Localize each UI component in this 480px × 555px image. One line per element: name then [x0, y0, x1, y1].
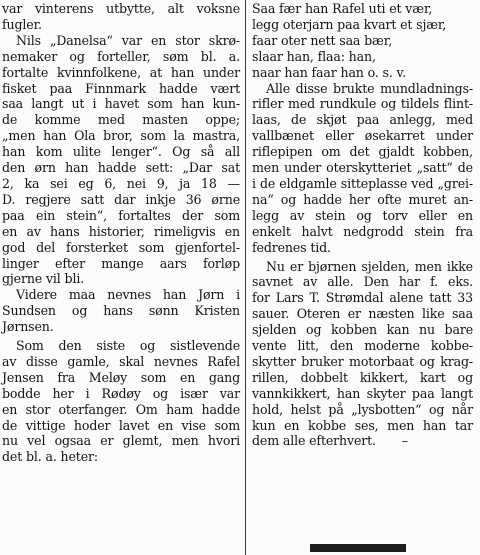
text-line: rillen, dobbelt kikkert, kart og [252, 369, 473, 385]
text-line: fortalte kvinnfolkene, at han under [2, 64, 240, 80]
text-line: D. regjere satt dar inkje 36 ørne [2, 191, 240, 207]
text-line: rifler med rundkule og tildels flint- [252, 96, 473, 112]
paragraph-start-line: Som den siste og sistlevende [16, 338, 240, 354]
text-line: men under oterskytteriet „satt“ de [252, 160, 473, 176]
text-line: gjerne vil bli. [2, 271, 85, 287]
text-line: skytter bruker motorbaat og krag- [252, 353, 473, 369]
paragraph-start-line: Alle disse brukte mundladnings- [266, 80, 473, 96]
text-line: Sundsen og hans sønn Kristen [2, 303, 240, 319]
text-line: sjelden og kobben kan nu bare [252, 322, 473, 338]
text-line: saa langt ut i havet som han kun- [2, 96, 240, 112]
text-line: riflepipen om det gjaldt kobben, [252, 144, 473, 160]
text-line: vannkikkert, han skyter paa langt [252, 385, 473, 401]
column-divider [245, 0, 246, 555]
text-line: Jensen fra Meløy som en gang [2, 369, 240, 385]
text-line: var vinterens utbytte, alt voksne [2, 1, 240, 16]
paragraph-start-line: Videre maa nevnes han Jørn i [16, 287, 240, 303]
text-line: de komme med masten oppe; [2, 112, 240, 128]
text-line: „men han Ola bror, som la mastra, [2, 128, 240, 144]
text-line: vallbænet eller øsekarret under [252, 128, 473, 144]
trailing-dash: – [401, 433, 408, 449]
text-line: en av hans historier, rimeligvis en [2, 223, 240, 239]
text-line: fedrenes tid. [252, 239, 331, 255]
text-line: for Lars T. Strømdal alene tatt 33 [252, 290, 473, 306]
text-line: savnet av alle. Den har f. eks. [252, 274, 473, 290]
text-line: bodde her i Rødøy og især var [2, 385, 240, 401]
text-line: laas, de skjøt paa anlegg, med [252, 112, 473, 128]
text-line: kun en kobbe ses, men han tar [252, 417, 473, 433]
text-line: av disse gamle, skal nevnes Rafel [2, 353, 240, 369]
text-line: na“ og hadde her ofte muret an- [252, 191, 473, 207]
text-line: Jørnsen. [2, 319, 54, 335]
final-line-text: dem alle efterhvert. [252, 433, 376, 449]
text-line: 2, ka sei eg 6, nei 9, ja 18 — [2, 175, 240, 191]
paragraph-start-line: Nu er bjørnen sjelden, men ikke [266, 258, 473, 274]
text-line: en stor oterfanger. Om ham hadde [2, 401, 240, 417]
text-line: god del forsterket som gjenfortel- [2, 239, 240, 255]
text-line: fisket paa Finnmark hadde vært [2, 80, 240, 96]
text-line: legg av stein og torv eller en [252, 207, 473, 223]
text-line: paa ein stein“, fortaltes der som [2, 207, 240, 223]
text-line: enkelt halvt nedgrodd stein fra [252, 223, 473, 239]
end-marker-bar [310, 544, 406, 552]
text-line: sauer. Oteren er næsten like saa [252, 306, 473, 322]
verse-line: faar oter nett saa bær, [252, 32, 393, 48]
text-line: den ørn han hadde sett: „Dar sat [2, 160, 240, 176]
text-line: de vittige hoder lavet en vise som [2, 417, 240, 433]
verse-line: naar han faar han o. s. v. [252, 64, 406, 80]
text-line: vente litt, den moderne kobbe- [252, 338, 473, 354]
text-line: i de eldgamle sitteplasse ved „grei- [252, 175, 473, 191]
final-line [252, 433, 473, 449]
text-line: nu vel ogsaa er glemt, men hvori [2, 433, 240, 449]
verse-line: Saa fær han Rafel uti et vær, [252, 1, 433, 16]
paragraph-start-line: Nils „Danelsa“ var en stor skrø- [16, 32, 240, 48]
left-column [2, 1, 240, 465]
text-line: fugler. [2, 16, 42, 32]
text-line: nemaker og forteller, søm bl. a. [2, 48, 240, 64]
right-column [252, 1, 473, 449]
text-line: det bl. a. heter: [2, 449, 98, 465]
verse-line: slaar han, flaa: han, [252, 48, 376, 64]
text-line: han kom ulite lenger“. Og så all [2, 144, 240, 160]
verse-line: legg oterjarn paa kvart et sjær, [252, 16, 447, 32]
text-line: linger efter mange aars forløp [2, 255, 240, 271]
text-line: hold, helst på „lysbotten“ og når [252, 401, 473, 417]
